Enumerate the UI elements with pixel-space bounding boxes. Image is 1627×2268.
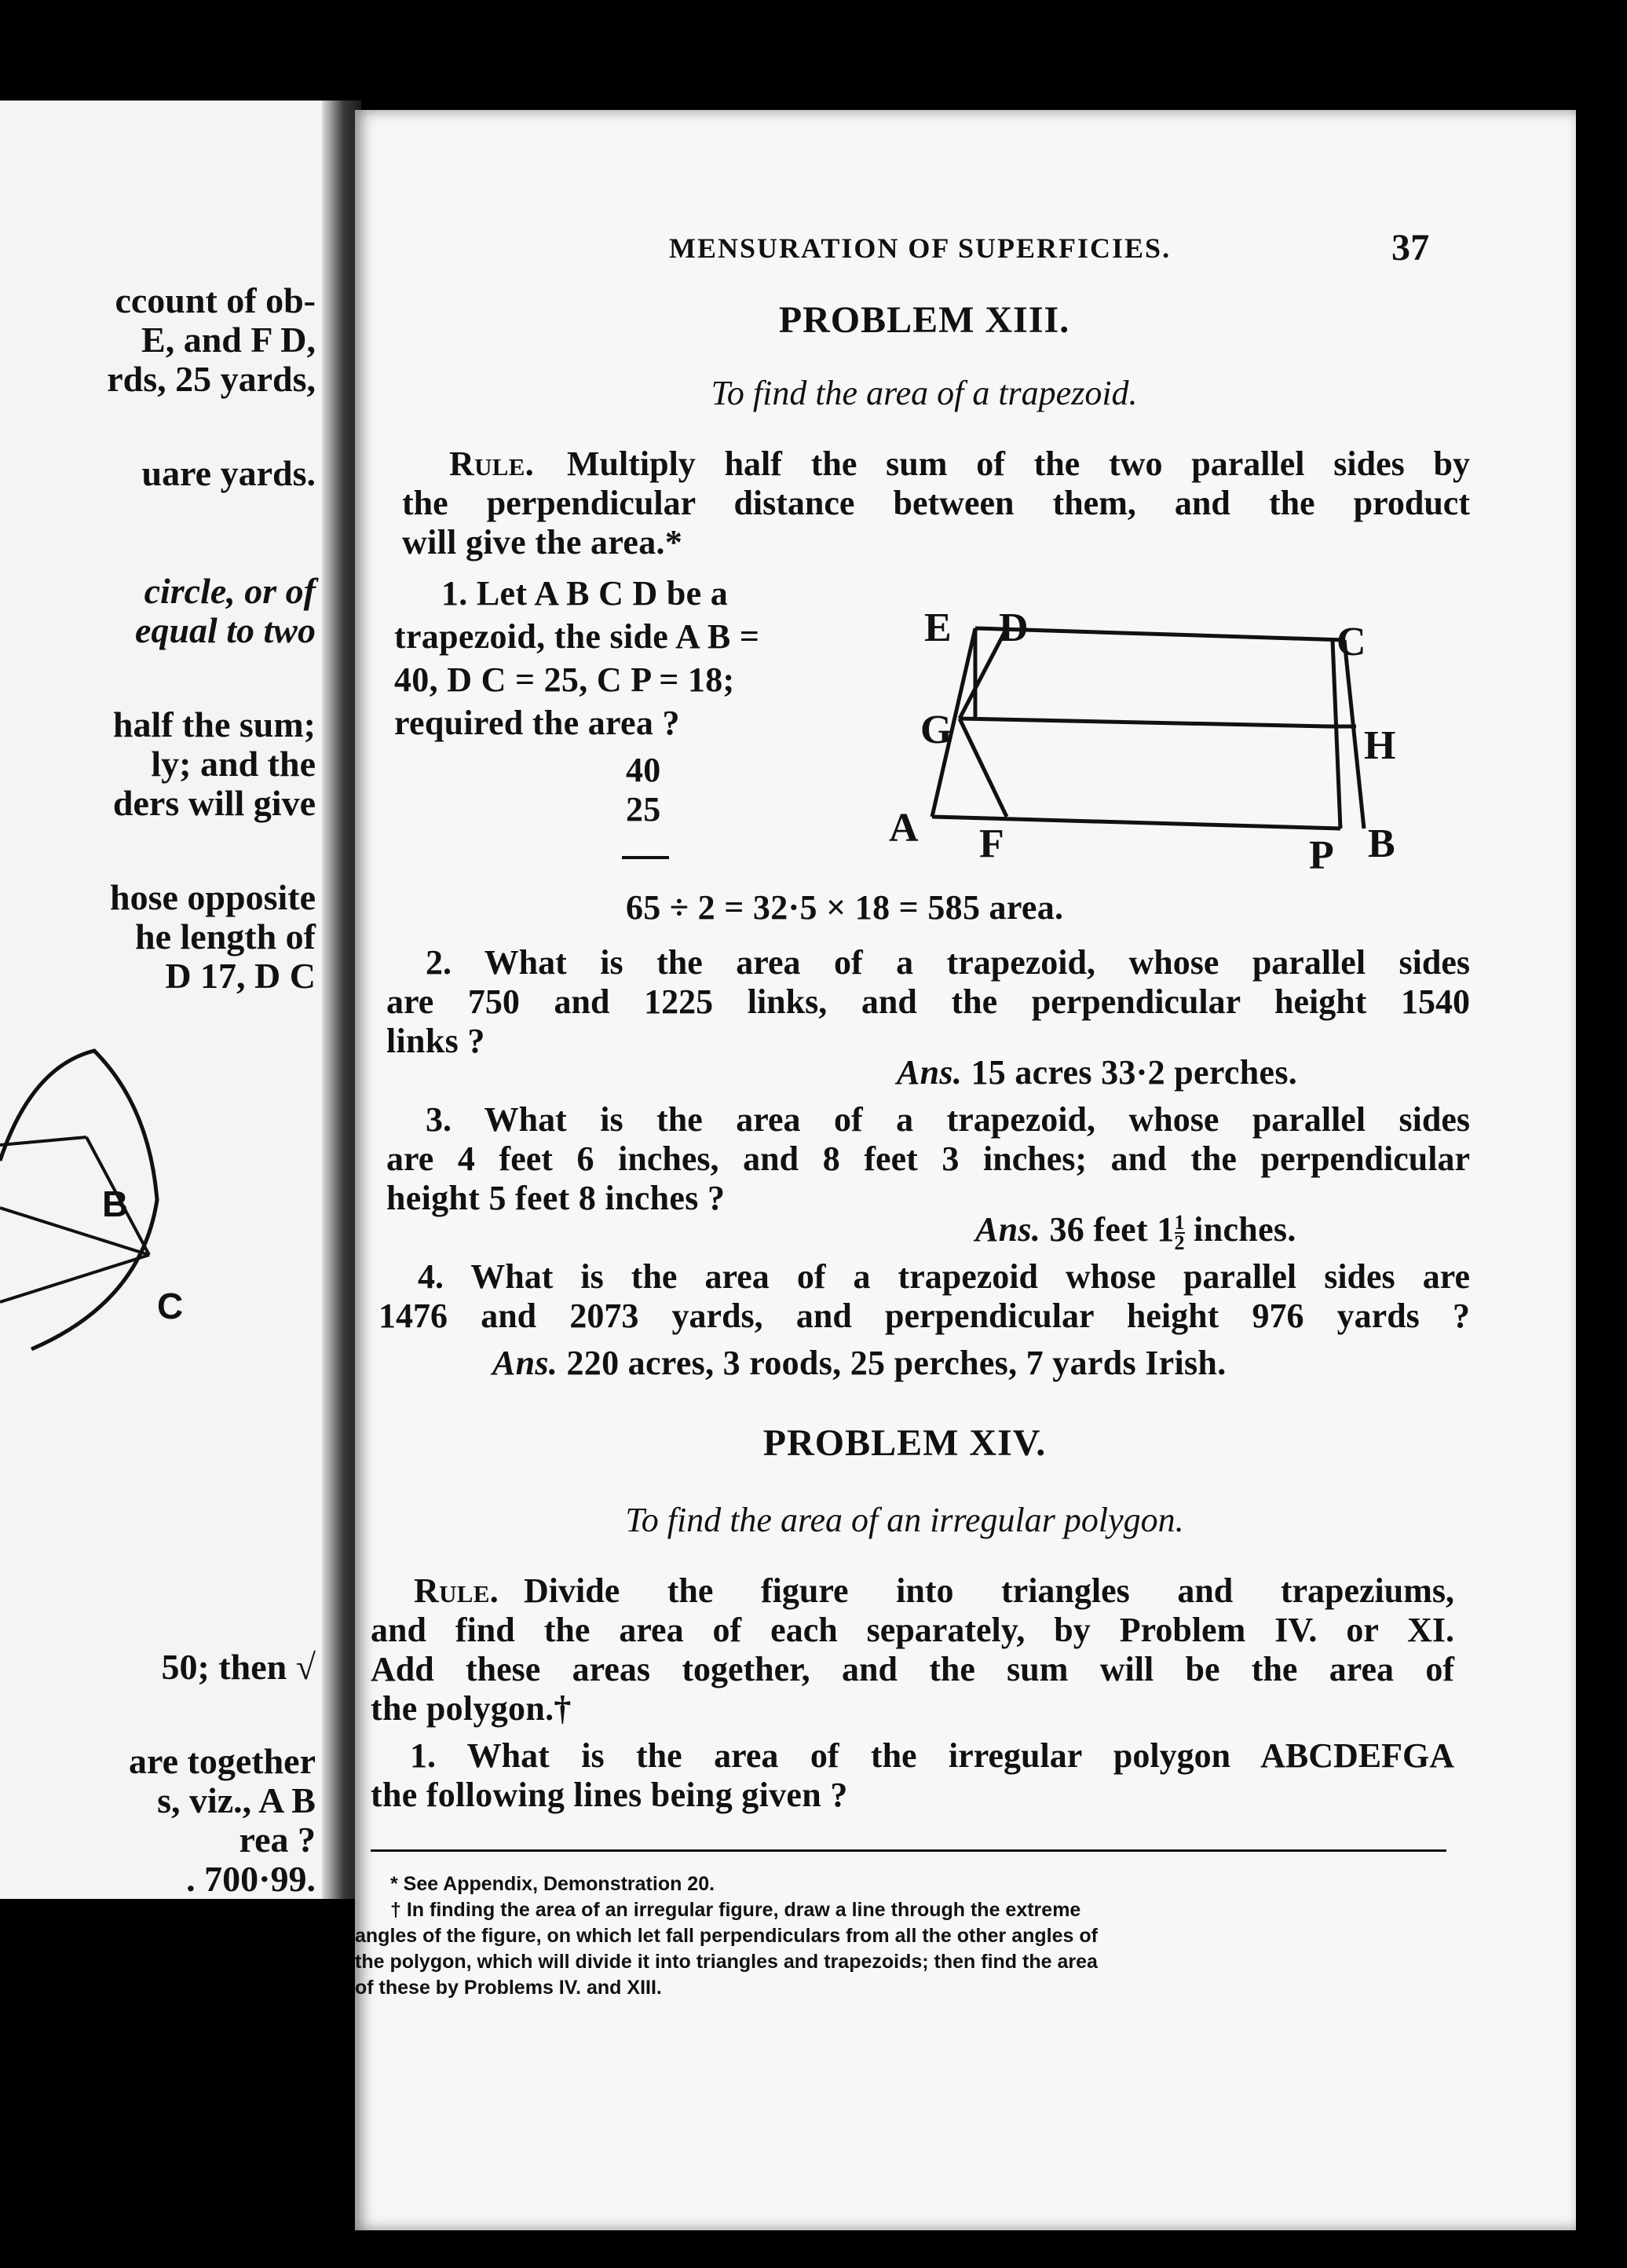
book-page — [355, 110, 1576, 2230]
example-2-line: links ? — [386, 1022, 485, 1060]
calc-addend: 40 — [626, 751, 661, 789]
calc-addend: 25 — [626, 790, 661, 829]
footnote: * See Appendix, Demonstration 20. — [390, 1873, 715, 1895]
rule-line: will give the area.* — [402, 523, 683, 562]
answer-label: Ans. — [897, 1053, 963, 1092]
footnote: the polygon, which will divide it into triangles and trapezoids; then find the area — [355, 1951, 1098, 1973]
example-4-line: 1476 and 2073 yards, and perpendicular height 976 yards ? — [378, 1297, 1470, 1335]
answer-label: Ans. — [975, 1210, 1041, 1249]
example-2-answer — [897, 1052, 1297, 1092]
answer-text: 220 acres, 3 roods, 25 perches, 7 yards Irish. — [566, 1344, 1227, 1382]
facing-line: are together — [129, 1741, 316, 1781]
facing-line: uare yards. — [141, 453, 316, 493]
example-1-line: required the area ? — [394, 704, 680, 742]
facing-line: half the sum; — [112, 704, 316, 744]
example-4-line: 4. What is the area of a trapezoid whose parallel sides are — [418, 1257, 1470, 1296]
page-number: 37 — [1391, 227, 1430, 269]
footnote: of these by Problems IV. and XIII. — [355, 1977, 662, 1999]
fraction-numerator: 1 — [1174, 1210, 1185, 1234]
answer-text: 15 acres 33·2 perches. — [971, 1053, 1298, 1092]
footnote: † In finding the area of an irregular figure, draw a line through the extreme — [390, 1899, 1081, 1921]
rule-label: Rule. — [414, 1571, 499, 1610]
sum-rule — [622, 856, 669, 859]
facing-line: ccount of ob- — [115, 280, 316, 320]
answer-label: Ans. — [492, 1344, 558, 1382]
example-4-answer — [492, 1343, 1227, 1383]
facing-line: 50; then √ — [161, 1647, 316, 1687]
facing-line: he length of — [135, 916, 316, 957]
example-1-line: trapezoid, the side A B = — [394, 617, 760, 656]
facing-label-c: C — [157, 1286, 184, 1326]
example-3-line: 3. What is the area of a trapezoid, whose parallel sides — [426, 1100, 1470, 1139]
facing-line: hose opposite — [110, 877, 316, 917]
example-3-answer — [975, 1209, 1296, 1253]
facing-line: circle, or of — [144, 571, 316, 611]
running-title: MENSURATION OF SUPERFICIES. — [669, 232, 1172, 264]
example-3-line: height 5 feet 8 inches ? — [386, 1179, 726, 1217]
facing-line: D 17, D C — [165, 956, 316, 996]
rule-line: and find the area of each separately, by Problem IV. or XI. — [371, 1611, 1454, 1649]
example-3-line: are 4 feet 6 inches, and 8 feet 3 inches; and the perpendicular — [386, 1139, 1470, 1178]
diagram-label-c: C — [1336, 620, 1366, 664]
facing-line: ly; and the — [151, 744, 316, 784]
example-line: 1. What is the area of the irregular polygon ABCDEFGA — [410, 1736, 1454, 1775]
problem-14-heading: PROBLEM XIV. — [762, 1422, 1047, 1464]
rule-label: Rule. — [449, 444, 535, 483]
diagram-label-b: B — [1368, 821, 1395, 866]
problem-14-subtitle: To find the area of an irregular polygon. — [625, 1501, 1184, 1539]
rule-line: Multiply half the sum of the two parallel sides by — [567, 444, 1470, 483]
diagram-label-f: F — [979, 821, 1005, 866]
example-1-line: 40, D C = 25, C P = 18; — [394, 660, 735, 699]
facing-line: E, and F D, — [141, 320, 316, 360]
footnote: angles of the figure, on which let fall perpendiculars from all the other angles of — [355, 1925, 1098, 1947]
facing-label-b: B — [102, 1183, 129, 1224]
diagram-label-e: E — [924, 605, 952, 650]
answer-text: 36 feet 1 — [1049, 1210, 1175, 1249]
diagram-label-d: D — [999, 605, 1029, 650]
facing-line: s, viz., A B — [157, 1780, 316, 1820]
problem-13-heading: PROBLEM XIII. — [778, 299, 1070, 341]
facing-line: rds, 25 yards, — [107, 359, 316, 399]
answer-text-tail: inches. — [1194, 1210, 1296, 1249]
facing-line: equal to two — [134, 610, 316, 650]
example-2-line: 2. What is the area of a trapezoid, whose parallel sides — [426, 943, 1470, 982]
footnote-rule — [371, 1849, 1446, 1852]
facing-circle-diagram — [0, 1043, 184, 1357]
rule-line: Add these areas together, and the sum will be the area of — [371, 1650, 1454, 1688]
rule-line: Divide the figure into triangles and trapeziums, — [524, 1571, 1454, 1610]
calc-result: 65 ÷ 2 = 32·5 × 18 = 585 area. — [626, 888, 1064, 927]
rule-line: the perpendicular distance between them, and the product — [402, 484, 1470, 522]
facing-line: ders will give — [112, 783, 316, 823]
facing-line: . 700·99. — [186, 1859, 316, 1899]
diagram-label-g: G — [920, 708, 952, 752]
rule-line: the polygon.† — [371, 1689, 572, 1728]
facing-line: rea ? — [239, 1820, 316, 1860]
fraction-denominator: 2 — [1174, 1231, 1185, 1254]
example-1-line: 1. Let A B C D be a — [441, 574, 729, 613]
problem-13-subtitle: To find the area of a trapezoid. — [711, 374, 1138, 412]
example-2-line: are 750 and 1225 links, and the perpendicular height 1540 — [386, 982, 1470, 1021]
diagram-label-p: P — [1309, 833, 1335, 878]
facing-page — [0, 101, 331, 1899]
diagram-label-a: A — [889, 806, 919, 850]
example-line: the following lines being given ? — [371, 1776, 848, 1814]
diagram-label-h: H — [1364, 723, 1396, 768]
fraction — [1174, 1210, 1185, 1254]
